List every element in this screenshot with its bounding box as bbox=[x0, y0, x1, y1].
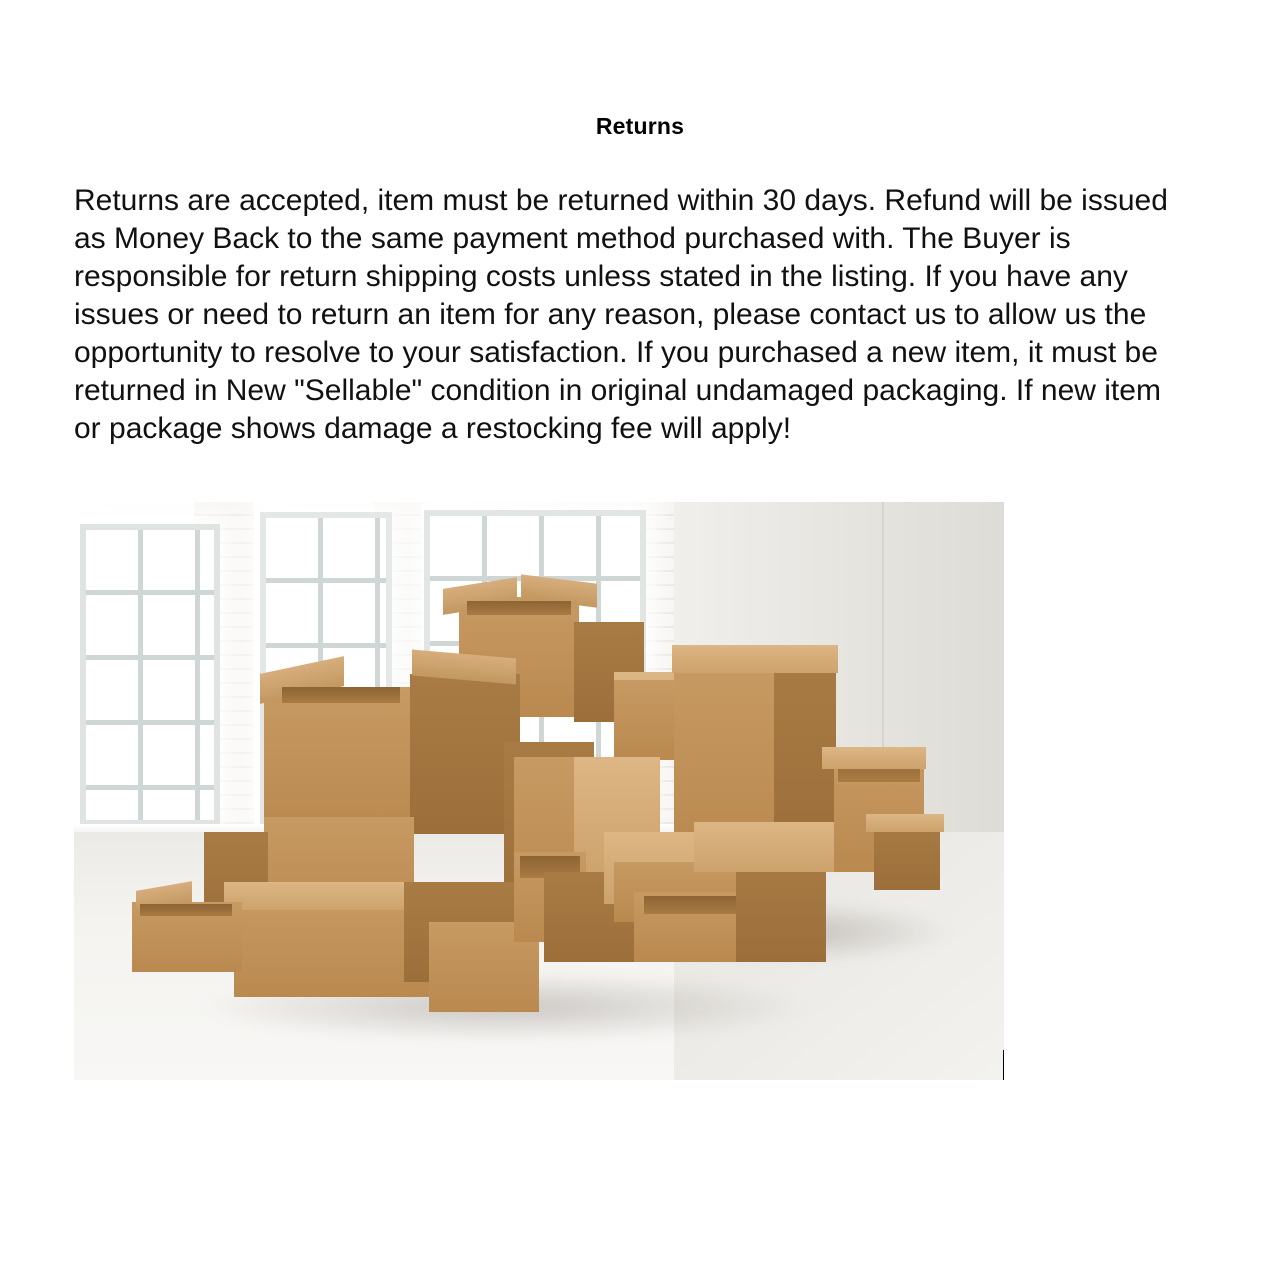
cardboard-box bbox=[672, 645, 838, 673]
cardboard-box bbox=[694, 822, 844, 872]
cardboard-box bbox=[264, 687, 414, 837]
cardboard-box bbox=[874, 822, 940, 890]
cardboard-box bbox=[132, 902, 242, 972]
page-title: Returns bbox=[595, 113, 685, 139]
cardboard-box bbox=[822, 747, 926, 769]
outdoor-greenery bbox=[84, 652, 204, 792]
cardboard-box bbox=[866, 814, 944, 832]
cardboard-boxes-photo bbox=[74, 502, 1004, 1080]
text-cursor bbox=[1003, 1050, 1004, 1080]
returns-policy-text: Returns are accepted, item must be returned within 30 days. Refund will be issued as Money Back to the same payment method purchased with. The Buyer is responsible for return shipping costs unless stated in the listing. If you have any issues or need to return an item for any reason, please contact us to allow us the opportunity to resolve to your satisfaction. If you purchased a new item, it must be returned in New "Sellable" condition in original undamaged packaging. If new item or package shows damage a restocking fee will apply! bbox=[74, 184, 1168, 445]
room-scene bbox=[74, 502, 1004, 1080]
